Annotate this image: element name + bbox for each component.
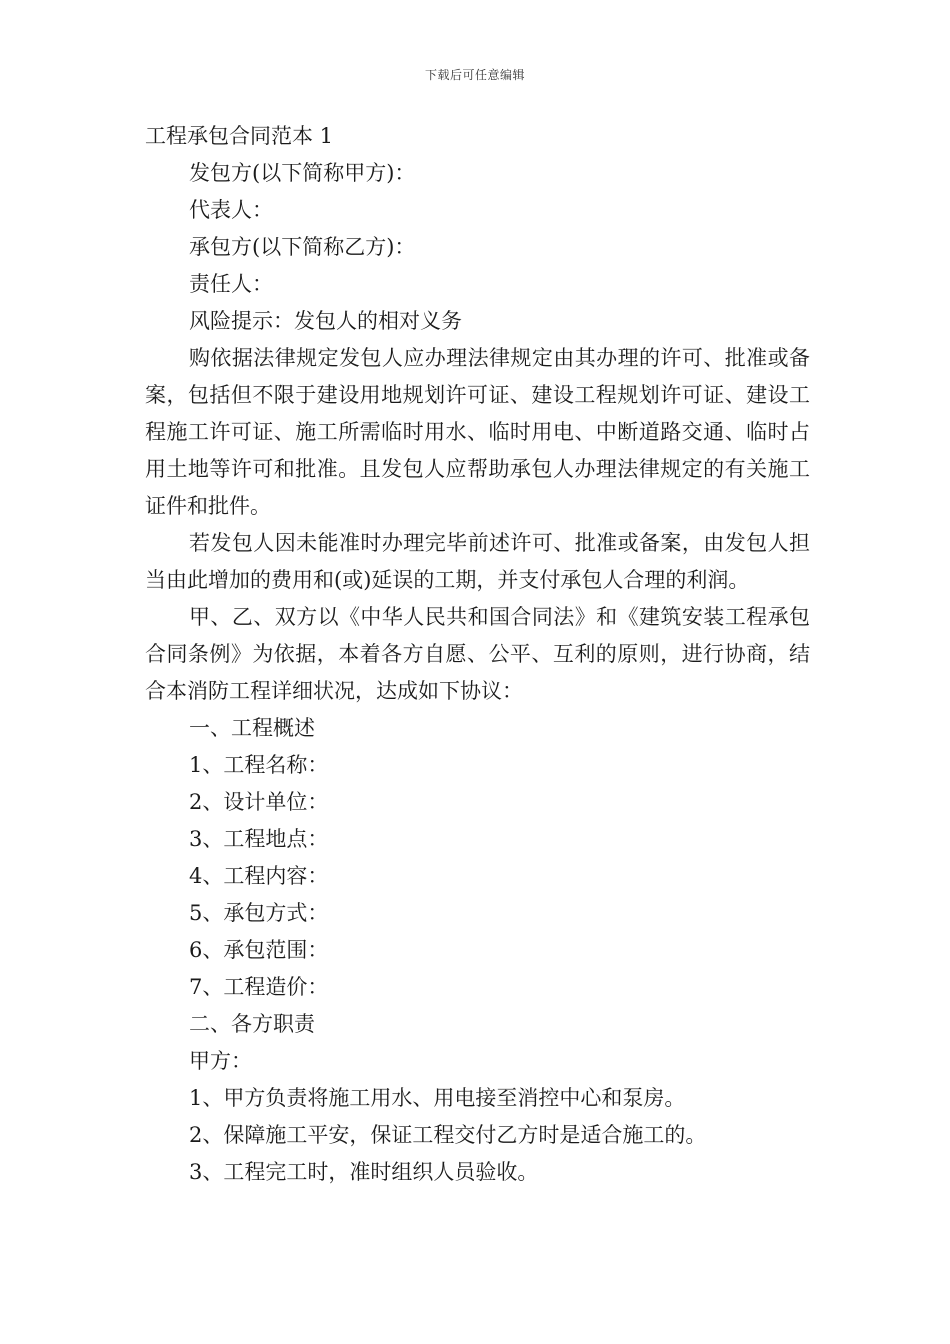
- document-title: 工程承包合同范本 1: [145, 124, 334, 148]
- duty-item: 1、甲方负责将施工用水、用电接至消控中心和泵房。: [189, 1086, 686, 1110]
- duty-item: 3、工程完工时，准时组织人员验收。: [189, 1160, 539, 1184]
- party-b-line: 承包方(以下简称乙方)：: [189, 235, 416, 259]
- overview-item: 1、工程名称：: [189, 753, 329, 777]
- overview-item: 4、工程内容：: [189, 864, 329, 888]
- paragraph-permits: 购依据法律规定发包人应办理法律规定由其办理的许可、批准或备案，包括但不限于建设用地规划许可证、建设工程规划许可证、建设工程施工许可证、施工所需临时用水、临时用电、中断道路交通、临时占用土地等许可和批准。且发包人应帮助承包人办理法律规定的有关施工证件和批件。: [145, 346, 810, 518]
- overview-item: 7、工程造价：: [189, 975, 329, 999]
- overview-item: 5、承包方式：: [189, 901, 329, 925]
- party-a-line: 发包方(以下简称甲方)：: [189, 161, 416, 185]
- paragraph-agreement: 甲、乙、双方以《中华人民共和国合同法》和《建筑安装工程承包合同条例》为依据，本着各方自愿、公平、互利的原则，进行协商，结合本消防工程详细状况，达成如下协议：: [145, 605, 810, 703]
- representative-line: 代表人：: [189, 198, 273, 222]
- overview-item: 3、工程地点：: [189, 827, 329, 851]
- overview-item: 6、承包范围：: [189, 938, 329, 962]
- risk-notice-line: 风险提示：发包人的相对义务: [189, 309, 462, 333]
- page-header: 下载后可任意编辑: [424, 68, 525, 82]
- section-heading-overview: 一、工程概述: [189, 716, 315, 740]
- paragraph-delay: 若发包人因未能准时办理完毕前述许可、批准或备案，由发包人担当由此增加的费用和(或)延误的工期，并支付承包人合理的利润。: [145, 531, 810, 592]
- duty-item: 2、保障施工平安，保证工程交付乙方时是适合施工的。: [189, 1123, 707, 1147]
- section-heading-duties: 二、各方职责: [189, 1012, 315, 1036]
- responsible-person-line: 责任人：: [189, 272, 273, 296]
- document-body: [145, 118, 810, 1191]
- party-a-label: 甲方：: [189, 1049, 252, 1073]
- overview-item: 2、设计单位：: [189, 790, 329, 814]
